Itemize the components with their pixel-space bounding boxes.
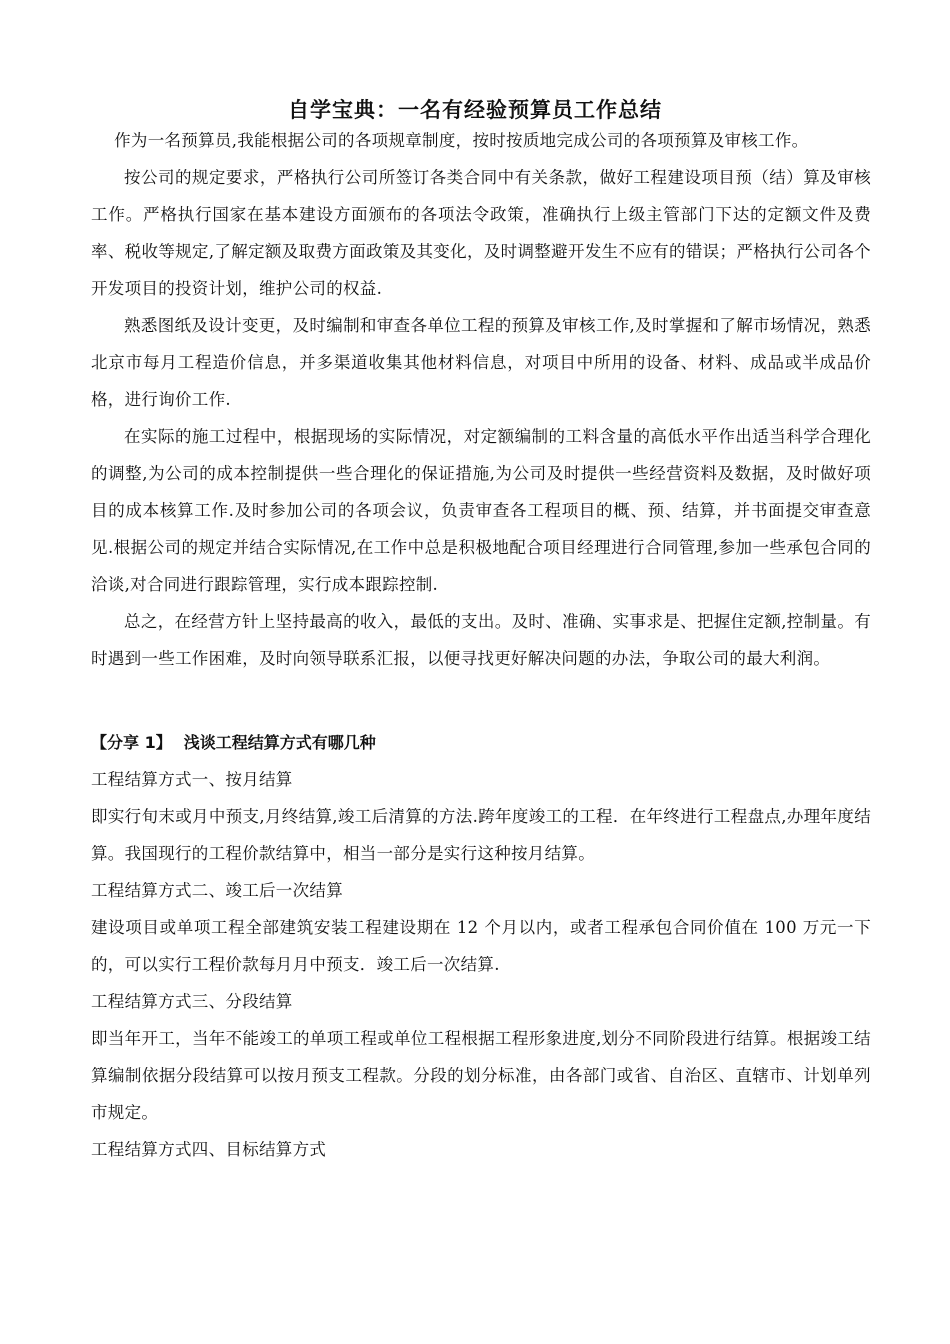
- paragraph-4: 在实际的施工过程中，根据现场的实际情况，对定额编制的工料含量的高低水平作出适当科学合理化的调整,为公司的成本控制提供一些合理化的保证措施,为公司及时提供一些经营资料及数据，及时做好项目的成本核算工作.及时参加公司的各项会议，负责审查各工程项目的概、预、结算，并书面提交审查意见.根据公司的规定并结合实际情况,在工作中总是积极地配合项目经理进行合同管理,参加一些承包合同的洽谈,对合同进行跟踪管理，实行成本跟踪控制.: [91, 427, 871, 594]
- share-item-4: 建设项目或单项工程全部建筑安装工程建设期在 12 个月以内，或者工程承包合同价值在 100 万元一下的，可以实行工程价款每月月中预支．竣工后一次结算.: [91, 918, 871, 974]
- paragraph-3: 熟悉图纸及设计变更，及时编制和审查各单位工程的预算及审核工作,及时掌握和了解市场情况，熟悉北京市每月工程造价信息，并多渠道收集其他材料信息，对项目中所用的设备、材料、成品或半成品价格，进行询价工作.: [91, 316, 871, 409]
- document-body: [91, 122, 871, 1168]
- share-item-7: 工程结算方式四、目标结算方式: [91, 1140, 327, 1159]
- share-section-heading: [91, 724, 871, 761]
- paragraph-2: 按公司的规定要求，严格执行公司所签订各类合同中有关条款，做好工程建设项目预（结）算及审核工作。严格执行国家在基本建设方面颁布的各项法令政策，准确执行上级主管部门下达的定额文件及费率、税收等规定,了解定额及取费方面政策及其变化，及时调整避开发生不应有的错误；严格执行公司各个开发项目的投资计划，维护公司的权益.: [91, 168, 871, 298]
- paragraph-5: 总之，在经营方针上坚持最高的收入，最低的支出。及时、准确、实事求是、把握住定额,控制量。有时遇到一些工作困难，及时向领导联系汇报，以便寻找更好解决问题的办法，争取公司的最大利润。: [91, 612, 871, 668]
- document-title: 自学宝典：一名有经验预算员工作总结: [288, 98, 662, 122]
- share-item-3: 工程结算方式二、竣工后一次结算: [91, 881, 343, 900]
- paragraph-1: 作为一名预算员,我能根据公司的各项规章制度，按时按质地完成公司的各项预算及审核工作。: [114, 131, 809, 150]
- share-item-6: 即当年开工，当年不能竣工的单项工程或单位工程根据工程形象进度,划分不同阶段进行结算。根据竣工结算编制依据分段结算可以按月预支工程款。分段的划分标准，由各部门或省、自治区、直辖市、计划单列市规定。: [91, 1029, 871, 1122]
- share-heading-text: 浅谈工程结算方式有哪几种: [183, 733, 376, 752]
- share-tag: 【分享 1】: [91, 733, 172, 752]
- share-item-1: 工程结算方式一、按月结算: [91, 770, 293, 789]
- section-spacer: [91, 677, 871, 724]
- share-item-2: 即实行旬末或月中预支,月终结算,竣工后清算的方法.跨年度竣工的工程．在年终进行工程盘点,办理年度结算。我国现行的工程价款结算中，相当一部分是实行这种按月结算。: [91, 807, 871, 863]
- share-item-5: 工程结算方式三、分段结算: [91, 992, 293, 1011]
